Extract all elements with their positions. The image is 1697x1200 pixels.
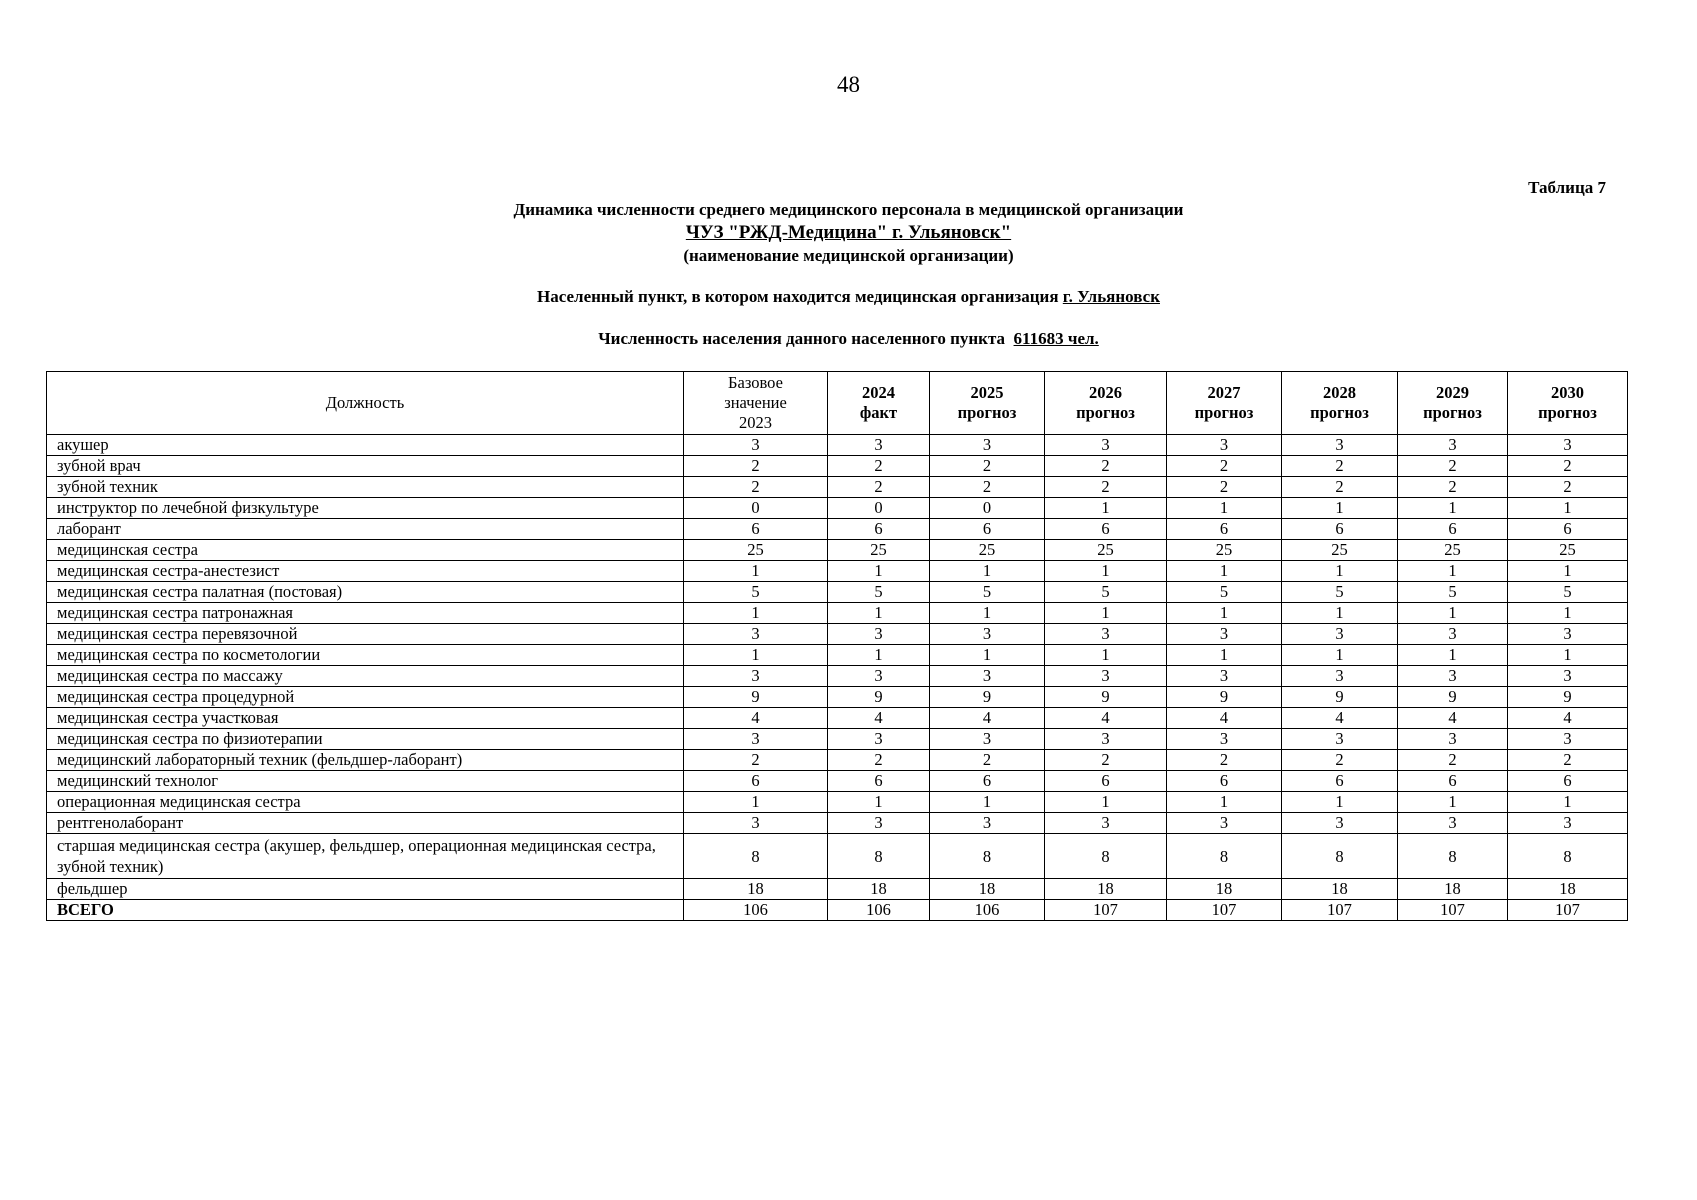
value-cell: 3 xyxy=(1045,666,1167,687)
value-cell: 3 xyxy=(1282,435,1398,456)
value-cell: 6 xyxy=(1398,519,1508,540)
position-cell: медицинская сестра патронажная xyxy=(47,603,684,624)
position-cell: рентгенолаборант xyxy=(47,813,684,834)
value-cell: 3 xyxy=(1045,435,1167,456)
value-cell: 8 xyxy=(1167,834,1282,879)
value-cell: 6 xyxy=(1508,771,1628,792)
value-cell: 5 xyxy=(1167,582,1282,603)
position-cell: медицинский технолог xyxy=(47,771,684,792)
value-cell: 1 xyxy=(1045,498,1167,519)
value-cell: 1 xyxy=(828,645,930,666)
value-cell: 3 xyxy=(1398,624,1508,645)
value-cell: 2 xyxy=(930,477,1045,498)
value-cell: 3 xyxy=(1282,666,1398,687)
locality-line xyxy=(0,287,1697,307)
table-header-row xyxy=(47,372,1628,435)
value-cell: 2 xyxy=(1167,456,1282,477)
value-cell: 1 xyxy=(930,792,1045,813)
position-cell: медицинская сестра перевязочной xyxy=(47,624,684,645)
value-cell: 4 xyxy=(930,708,1045,729)
table-row xyxy=(47,477,1628,498)
value-cell: 25 xyxy=(1282,540,1398,561)
value-cell: 8 xyxy=(1508,834,1628,879)
value-cell: 18 xyxy=(1282,879,1398,900)
value-cell: 6 xyxy=(684,519,828,540)
value-cell: 1 xyxy=(1508,645,1628,666)
value-cell: 2 xyxy=(1045,456,1167,477)
value-cell: 2 xyxy=(684,750,828,771)
value-cell: 1 xyxy=(684,603,828,624)
page-number: 48 xyxy=(837,72,860,97)
position-cell: старшая медицинская сестра (акушер, фельдшер, операционная медицинская сестра, зубной техник) xyxy=(47,834,684,879)
value-cell: 1 xyxy=(1398,792,1508,813)
value-cell: 0 xyxy=(828,498,930,519)
header-year-value: 2027 xyxy=(1207,383,1241,402)
header-year-kind: прогноз xyxy=(957,403,1017,422)
value-cell: 2 xyxy=(684,477,828,498)
table-row xyxy=(47,750,1628,771)
value-cell: 1 xyxy=(1045,603,1167,624)
value-cell: 2 xyxy=(1282,456,1398,477)
value-cell: 6 xyxy=(1045,771,1167,792)
value-cell: 3 xyxy=(1508,666,1628,687)
value-cell: 1 xyxy=(1045,561,1167,582)
position-cell: медицинская сестра участковая xyxy=(47,708,684,729)
position-cell: медицинская сестра по косметологии xyxy=(47,645,684,666)
value-cell: 6 xyxy=(1282,771,1398,792)
value-cell: 5 xyxy=(930,582,1045,603)
value-cell: 2 xyxy=(1282,750,1398,771)
header-base-line: Базовое xyxy=(728,373,783,392)
table-row xyxy=(47,687,1628,708)
value-cell: 2 xyxy=(1508,456,1628,477)
header-base xyxy=(684,372,828,435)
value-cell: 4 xyxy=(828,708,930,729)
value-cell: 4 xyxy=(1398,708,1508,729)
value-cell: 6 xyxy=(684,771,828,792)
header-year-value: 2026 xyxy=(1089,383,1122,402)
table-total-row xyxy=(47,900,1628,921)
value-cell: 1 xyxy=(828,792,930,813)
header-year-kind: прогноз xyxy=(1423,403,1482,422)
value-cell: 1 xyxy=(1045,645,1167,666)
position-cell: инструктор по лечебной физкультуре xyxy=(47,498,684,519)
position-cell: операционная медицинская сестра xyxy=(47,792,684,813)
value-cell: 5 xyxy=(1398,582,1508,603)
value-cell: 2 xyxy=(1045,477,1167,498)
header-year xyxy=(1398,372,1508,435)
header-year-value: 2024 xyxy=(862,383,895,402)
table-row xyxy=(47,456,1628,477)
population-value: 611683 чел. xyxy=(1013,329,1099,348)
organization-name-text: ЧУЗ "РЖД-Медицина" г. Ульяновск" xyxy=(685,222,1012,243)
value-cell: 1 xyxy=(1045,792,1167,813)
value-cell: 3 xyxy=(1282,813,1398,834)
total-value-cell: 106 xyxy=(930,900,1045,921)
value-cell: 5 xyxy=(684,582,828,603)
value-cell: 1 xyxy=(1167,645,1282,666)
header-year xyxy=(1167,372,1282,435)
value-cell: 5 xyxy=(1045,582,1167,603)
value-cell: 1 xyxy=(684,645,828,666)
value-cell: 18 xyxy=(930,879,1045,900)
position-cell: медицинская сестра процедурной xyxy=(47,687,684,708)
value-cell: 2 xyxy=(828,477,930,498)
table-title: Динамика численности среднего медицинского персонала в медицинской организации xyxy=(513,200,1184,219)
header-year-kind: прогноз xyxy=(1194,403,1254,422)
value-cell: 25 xyxy=(1398,540,1508,561)
value-cell: 1 xyxy=(684,792,828,813)
position-cell: медицинская сестра по массажу xyxy=(47,666,684,687)
value-cell: 3 xyxy=(1167,666,1282,687)
value-cell: 4 xyxy=(1282,708,1398,729)
value-cell: 3 xyxy=(1282,729,1398,750)
value-cell: 0 xyxy=(930,498,1045,519)
value-cell: 3 xyxy=(930,813,1045,834)
value-cell: 3 xyxy=(684,624,828,645)
value-cell: 3 xyxy=(930,666,1045,687)
value-cell: 3 xyxy=(930,624,1045,645)
table-row xyxy=(47,666,1628,687)
value-cell: 18 xyxy=(828,879,930,900)
header-year-kind: прогноз xyxy=(1076,403,1135,422)
value-cell: 9 xyxy=(684,687,828,708)
value-cell: 1 xyxy=(1282,603,1398,624)
value-cell: 1 xyxy=(684,561,828,582)
table-row xyxy=(47,771,1628,792)
position-cell: медицинская сестра xyxy=(47,540,684,561)
table-row xyxy=(47,834,1628,879)
value-cell: 18 xyxy=(1508,879,1628,900)
value-cell: 3 xyxy=(1508,729,1628,750)
value-cell: 1 xyxy=(1167,561,1282,582)
value-cell: 1 xyxy=(930,645,1045,666)
value-cell: 9 xyxy=(1398,687,1508,708)
value-cell: 1 xyxy=(1398,498,1508,519)
value-cell: 3 xyxy=(1508,624,1628,645)
value-cell: 9 xyxy=(1045,687,1167,708)
table-row xyxy=(47,498,1628,519)
table-row xyxy=(47,813,1628,834)
position-cell: зубной техник xyxy=(47,477,684,498)
value-cell: 8 xyxy=(1398,834,1508,879)
header-base-line: значение xyxy=(724,393,787,412)
header-position: Должность xyxy=(47,372,684,435)
value-cell: 3 xyxy=(828,624,930,645)
value-cell: 1 xyxy=(1398,603,1508,624)
value-cell: 9 xyxy=(1167,687,1282,708)
value-cell: 3 xyxy=(1045,624,1167,645)
value-cell: 3 xyxy=(1045,729,1167,750)
value-cell: 3 xyxy=(1167,813,1282,834)
value-cell: 1 xyxy=(1167,498,1282,519)
value-cell: 1 xyxy=(828,603,930,624)
value-cell: 18 xyxy=(1167,879,1282,900)
value-cell: 0 xyxy=(684,498,828,519)
table-row xyxy=(47,729,1628,750)
position-cell: медицинский лабораторный техник (фельдшер-лаборант) xyxy=(47,750,684,771)
header-year-value: 2030 xyxy=(1551,383,1584,402)
total-value-cell: 107 xyxy=(1282,900,1398,921)
value-cell: 2 xyxy=(1282,477,1398,498)
header-year-kind: факт xyxy=(859,403,898,422)
value-cell: 1 xyxy=(1282,498,1398,519)
position-cell: медицинская сестра по физиотерапии xyxy=(47,729,684,750)
value-cell: 3 xyxy=(684,729,828,750)
value-cell: 4 xyxy=(1508,708,1628,729)
value-cell: 6 xyxy=(1508,519,1628,540)
position-cell: акушер xyxy=(47,435,684,456)
value-cell: 9 xyxy=(1282,687,1398,708)
value-cell: 2 xyxy=(684,456,828,477)
value-cell: 2 xyxy=(828,456,930,477)
table-row xyxy=(47,435,1628,456)
value-cell: 2 xyxy=(1398,477,1508,498)
value-cell: 3 xyxy=(684,435,828,456)
value-cell: 3 xyxy=(930,729,1045,750)
value-cell: 2 xyxy=(1398,456,1508,477)
value-cell: 1 xyxy=(1508,561,1628,582)
value-cell: 25 xyxy=(930,540,1045,561)
value-cell: 6 xyxy=(1167,771,1282,792)
value-cell: 3 xyxy=(1508,813,1628,834)
header-year-value: 2025 xyxy=(970,383,1004,402)
position-cell: медицинская сестра палатная (постовая) xyxy=(47,582,684,603)
table-row xyxy=(47,603,1628,624)
position-cell: медицинская сестра-анестезист xyxy=(47,561,684,582)
value-cell: 1 xyxy=(930,561,1045,582)
value-cell: 1 xyxy=(1282,792,1398,813)
value-cell: 3 xyxy=(828,666,930,687)
total-value-cell: 107 xyxy=(1508,900,1628,921)
value-cell: 5 xyxy=(1282,582,1398,603)
value-cell: 4 xyxy=(1167,708,1282,729)
value-cell: 3 xyxy=(1398,666,1508,687)
value-cell: 18 xyxy=(1398,879,1508,900)
value-cell: 3 xyxy=(684,813,828,834)
value-cell: 3 xyxy=(828,729,930,750)
value-cell: 8 xyxy=(684,834,828,879)
total-value-cell: 107 xyxy=(1398,900,1508,921)
value-cell: 3 xyxy=(1167,435,1282,456)
value-cell: 8 xyxy=(828,834,930,879)
table-number: Таблица 7 xyxy=(1528,178,1606,197)
value-cell: 6 xyxy=(930,519,1045,540)
value-cell: 3 xyxy=(1398,435,1508,456)
value-cell: 6 xyxy=(828,771,930,792)
population-label: Численность населения данного населенного пункта xyxy=(598,329,1006,348)
value-cell: 2 xyxy=(930,750,1045,771)
value-cell: 25 xyxy=(1508,540,1628,561)
total-value-cell: 107 xyxy=(1167,900,1282,921)
locality-label: Населенный пункт, в котором находится медицинская организация xyxy=(537,287,1059,306)
locality-value: г. Ульяновск xyxy=(1062,287,1160,306)
value-cell: 9 xyxy=(828,687,930,708)
value-cell: 6 xyxy=(828,519,930,540)
table-row xyxy=(47,519,1628,540)
value-cell: 4 xyxy=(684,708,828,729)
table-row xyxy=(47,792,1628,813)
value-cell: 1 xyxy=(930,603,1045,624)
value-cell: 18 xyxy=(684,879,828,900)
value-cell: 3 xyxy=(1508,435,1628,456)
value-cell: 3 xyxy=(1167,624,1282,645)
value-cell: 3 xyxy=(1282,624,1398,645)
value-cell: 6 xyxy=(1282,519,1398,540)
header-year xyxy=(1045,372,1167,435)
value-cell: 6 xyxy=(1398,771,1508,792)
staff-table xyxy=(46,371,1628,921)
value-cell: 1 xyxy=(1508,498,1628,519)
value-cell: 1 xyxy=(1508,792,1628,813)
value-cell: 3 xyxy=(1045,813,1167,834)
table-row xyxy=(47,708,1628,729)
value-cell: 25 xyxy=(684,540,828,561)
value-cell: 8 xyxy=(1282,834,1398,879)
table-row xyxy=(47,645,1628,666)
value-cell: 6 xyxy=(1167,519,1282,540)
value-cell: 8 xyxy=(1045,834,1167,879)
header-year xyxy=(1508,372,1628,435)
value-cell: 3 xyxy=(930,435,1045,456)
position-cell: лаборант xyxy=(47,519,684,540)
table-row xyxy=(47,879,1628,900)
value-cell: 5 xyxy=(828,582,930,603)
value-cell: 8 xyxy=(930,834,1045,879)
value-cell: 1 xyxy=(1398,645,1508,666)
total-value-cell: 106 xyxy=(684,900,828,921)
value-cell: 18 xyxy=(1045,879,1167,900)
value-cell: 25 xyxy=(1045,540,1167,561)
value-cell: 2 xyxy=(1167,750,1282,771)
position-cell: фельдшер xyxy=(47,879,684,900)
header-year xyxy=(828,372,930,435)
value-cell: 9 xyxy=(1508,687,1628,708)
table-row xyxy=(47,540,1628,561)
total-label: ВСЕГО xyxy=(47,900,684,921)
value-cell: 2 xyxy=(1167,477,1282,498)
table-row xyxy=(47,561,1628,582)
value-cell: 1 xyxy=(1167,603,1282,624)
value-cell: 1 xyxy=(1398,561,1508,582)
value-cell: 2 xyxy=(1508,750,1628,771)
header-year xyxy=(1282,372,1398,435)
value-cell: 6 xyxy=(1045,519,1167,540)
value-cell: 9 xyxy=(930,687,1045,708)
organization-caption: (наименование медицинской организации) xyxy=(683,246,1014,265)
value-cell: 1 xyxy=(1282,645,1398,666)
value-cell: 2 xyxy=(1398,750,1508,771)
value-cell: 2 xyxy=(930,456,1045,477)
value-cell: 2 xyxy=(1045,750,1167,771)
value-cell: 3 xyxy=(828,435,930,456)
header-base-line: 2023 xyxy=(739,413,772,432)
value-cell: 2 xyxy=(828,750,930,771)
value-cell: 3 xyxy=(1167,729,1282,750)
header-year-value: 2029 xyxy=(1436,383,1469,402)
value-cell: 3 xyxy=(1398,729,1508,750)
table-body xyxy=(47,435,1628,921)
value-cell: 25 xyxy=(828,540,930,561)
header-year-value: 2028 xyxy=(1323,383,1356,402)
position-cell: зубной врач xyxy=(47,456,684,477)
header-year-kind: прогноз xyxy=(1538,403,1597,422)
value-cell: 1 xyxy=(1167,792,1282,813)
value-cell: 5 xyxy=(1508,582,1628,603)
header-year xyxy=(930,372,1045,435)
value-cell: 3 xyxy=(1398,813,1508,834)
total-value-cell: 106 xyxy=(828,900,930,921)
population-line xyxy=(0,329,1697,349)
value-cell: 4 xyxy=(1045,708,1167,729)
value-cell: 1 xyxy=(1282,561,1398,582)
table-row xyxy=(47,624,1628,645)
organization-name xyxy=(0,222,1697,244)
total-value-cell: 107 xyxy=(1045,900,1167,921)
table-row xyxy=(47,582,1628,603)
value-cell: 1 xyxy=(1508,603,1628,624)
header-year-kind: прогноз xyxy=(1310,403,1369,422)
value-cell: 2 xyxy=(1508,477,1628,498)
value-cell: 25 xyxy=(1167,540,1282,561)
value-cell: 1 xyxy=(828,561,930,582)
value-cell: 6 xyxy=(930,771,1045,792)
value-cell: 3 xyxy=(684,666,828,687)
value-cell: 3 xyxy=(828,813,930,834)
